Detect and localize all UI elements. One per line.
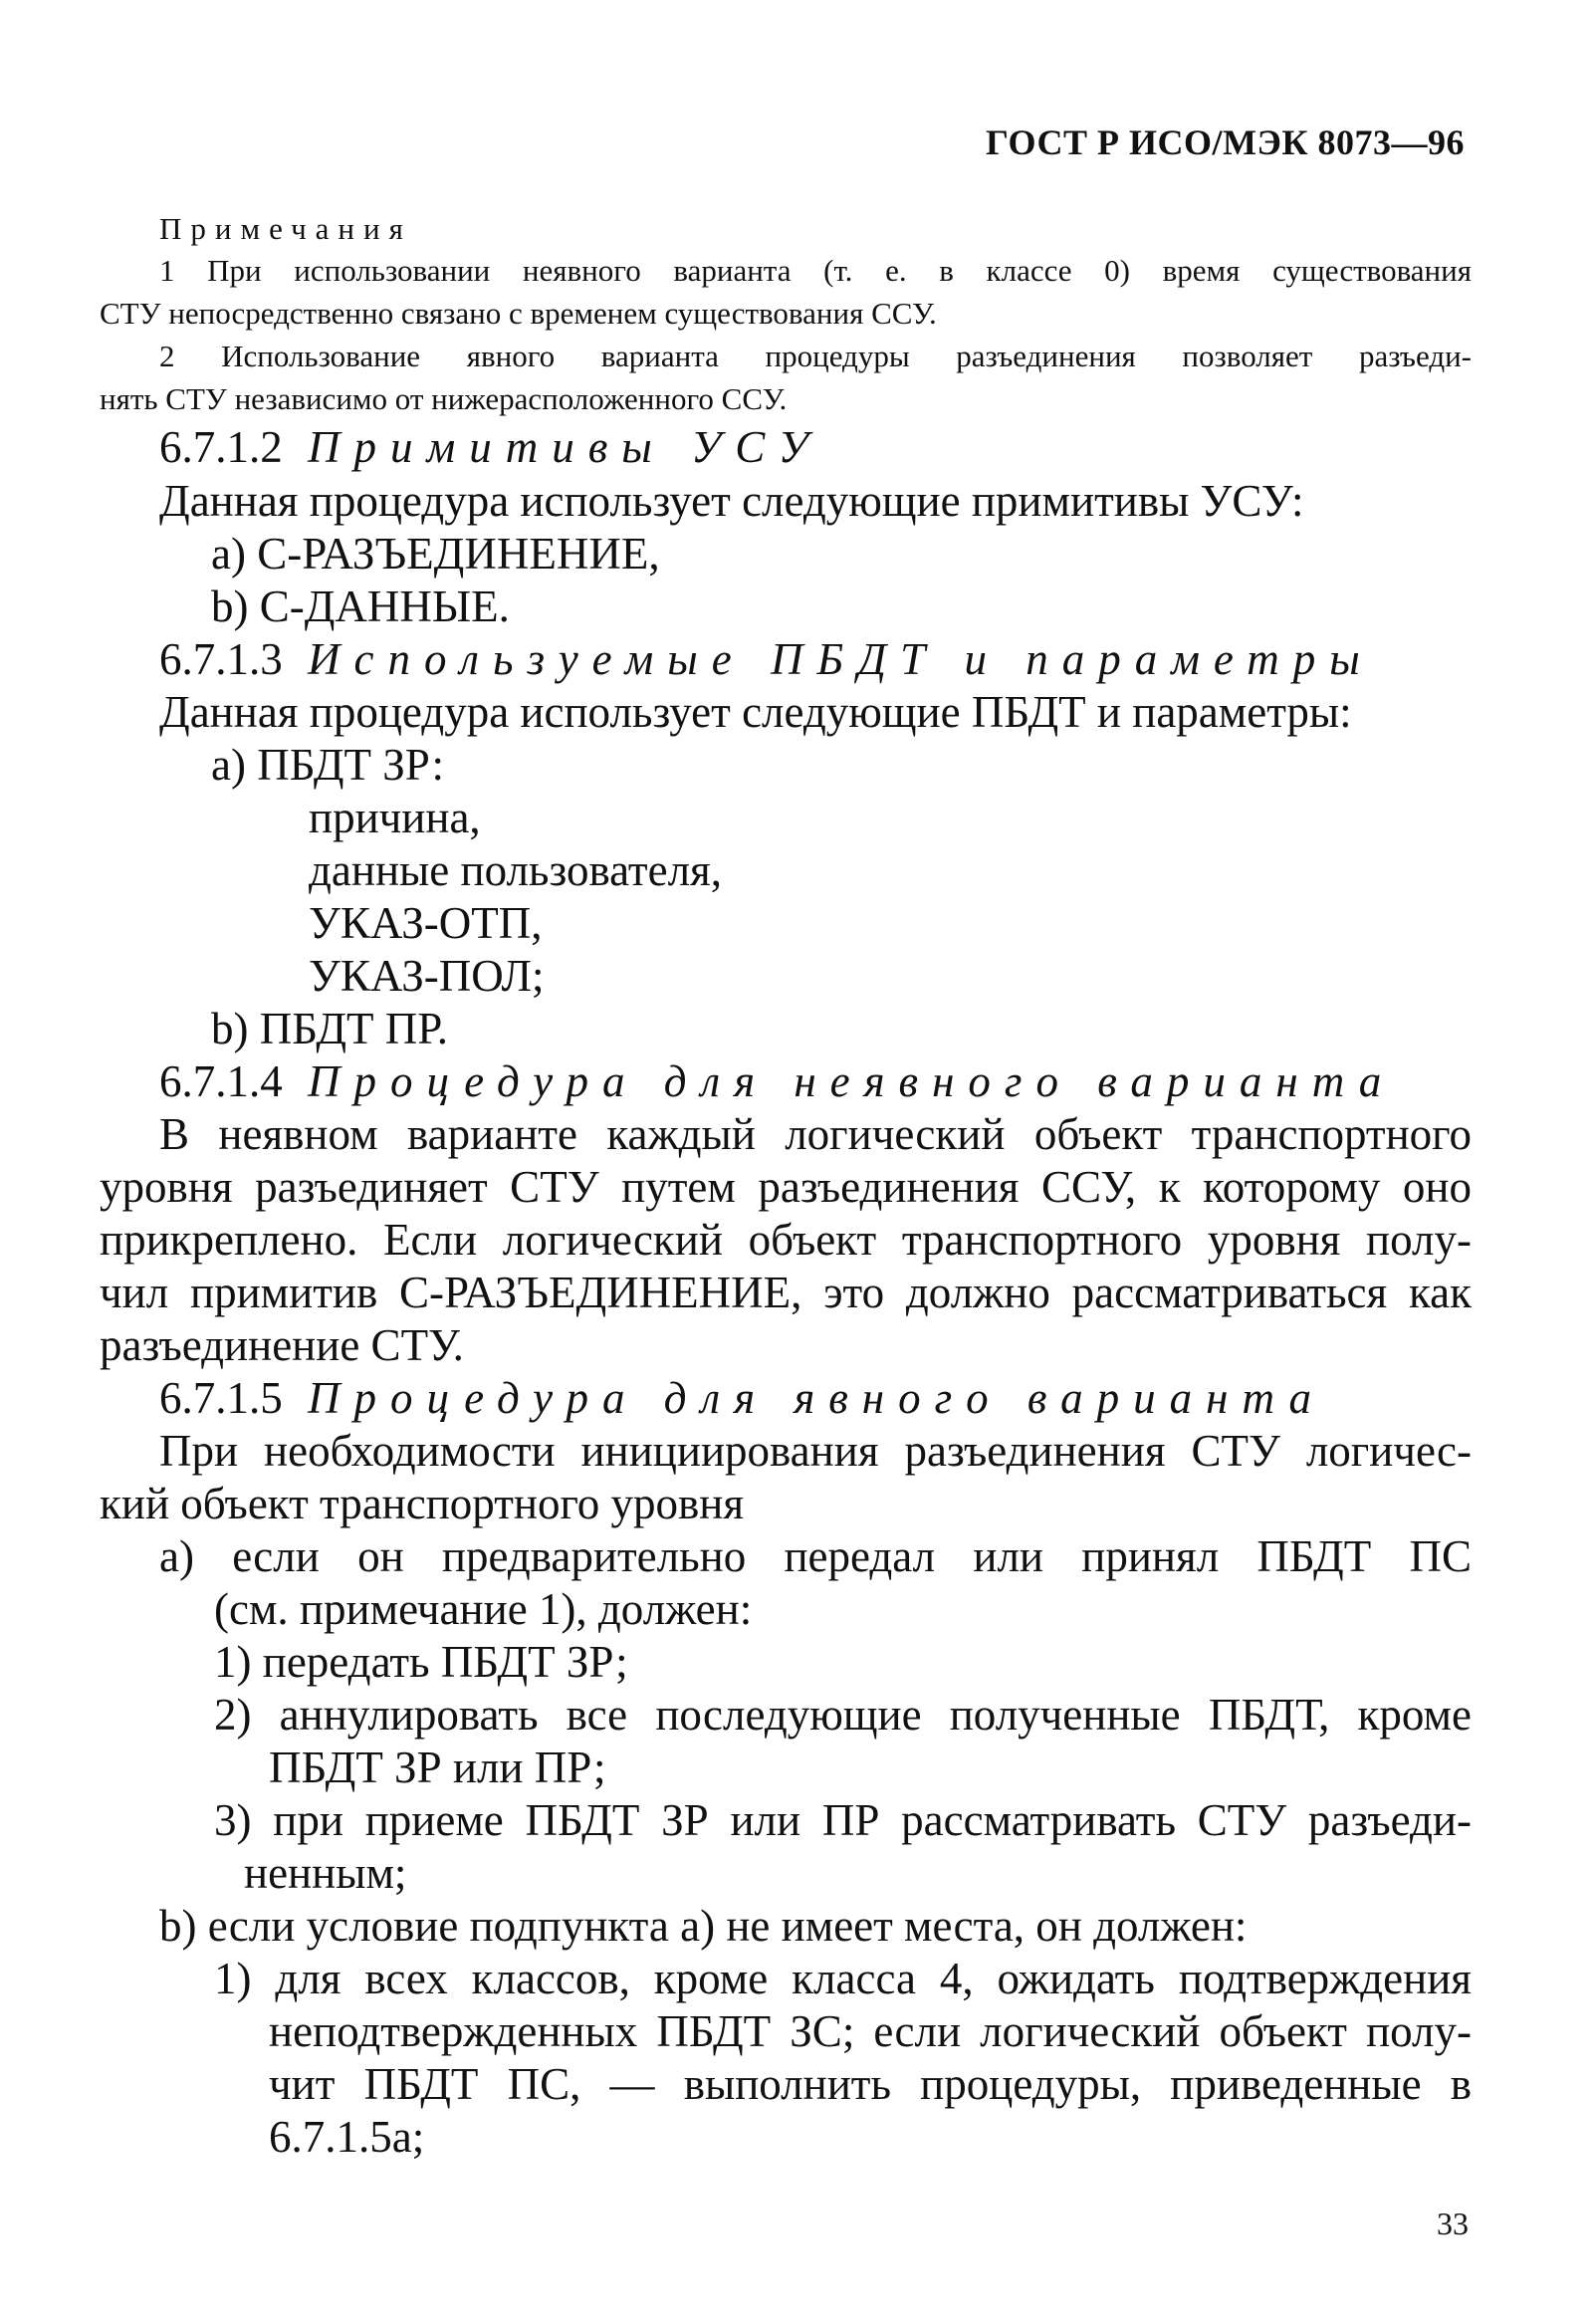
notes-title: Примечания — [159, 211, 412, 246]
section-number: 6.7.1.4 — [159, 1056, 283, 1106]
sub-list-item: 2) аннулировать все последующие полученные ПБДТ, кроме — [214, 1690, 1472, 1740]
section-title: Процедура для явного варианта — [308, 1373, 1326, 1423]
note-line: 1 При использовании неявного варианта (т. е. в классе 0) время существования — [159, 253, 1472, 288]
list-item: b) ПБДТ ПР. — [211, 1004, 448, 1053]
note-line: СТУ непосредственно связано с временем существования ССУ. — [100, 296, 937, 331]
sub-list-item-continuation: 6.7.1.5а; — [269, 2112, 425, 2162]
note-line: нять СТУ независимо от нижерасположенного ССУ. — [100, 381, 788, 416]
section-heading — [159, 1055, 1395, 1107]
sub-list-item-continuation: ПБДТ ЗР или ПР; — [269, 1743, 606, 1792]
sub-list-item: 1) для всех классов, кроме класса 4, ожидать подтверждения — [214, 1954, 1472, 2003]
paragraph-line: Данная процедура использует следующие ПБДТ и параметры: — [159, 687, 1352, 737]
page-number: 33 — [1437, 2206, 1469, 2241]
section-title: Процедура для неявного варианта — [308, 1056, 1396, 1106]
paragraph-line: прикреплено. Если логический объект транспортного уровня полу- — [100, 1215, 1472, 1265]
section-title: Примитивы УСУ — [308, 422, 822, 472]
list-item-continuation: (см. примечание 1), должен: — [214, 1584, 753, 1634]
paragraph-line: В неявном варианте каждый логический объект транспортного — [159, 1109, 1472, 1159]
paragraph-line: уровня разъединяет СТУ путем разъединения ССУ, к которому оно — [100, 1162, 1472, 1212]
sub-list-item-continuation: неподтвержденных ПБДТ ЗС; если логический объект полу- — [269, 2006, 1472, 2056]
list-item: а) если он предварительно передал или принял ПБДТ ПС — [159, 1531, 1472, 1581]
paragraph-line: Данная процедура использует следующие примитивы УСУ: — [159, 476, 1304, 526]
note-line: 2 Использование явного варианта процедуры разъединения позволяет разъеди- — [159, 339, 1472, 373]
sub-list-item: 3) при приеме ПБДТ ЗР или ПР рассматривать СТУ разъеди- — [214, 1795, 1472, 1845]
parameter-item: данные пользователя, — [309, 845, 722, 895]
parameter-item: причина, — [309, 793, 481, 842]
paragraph-line: разъединение СТУ. — [100, 1320, 464, 1370]
paragraph-line: При необходимости инициирования разъединения СТУ логичес- — [159, 1426, 1472, 1476]
section-heading — [159, 1372, 1325, 1424]
list-item: а) ПБДТ ЗР: — [211, 740, 445, 790]
sub-list-item-continuation: ненным; — [244, 1848, 407, 1898]
section-heading — [159, 633, 1374, 685]
section-number: 6.7.1.2 — [159, 422, 283, 472]
document-header: ГОСТ Р ИСО/МЭК 8073—96 — [986, 122, 1465, 162]
list-item: b) С-ДАННЫЕ. — [211, 581, 510, 631]
section-number: 6.7.1.5 — [159, 1373, 283, 1423]
section-heading — [159, 421, 822, 473]
sub-list-item-continuation: чит ПБДТ ПС, — выполнить процедуры, приведенные в — [269, 2059, 1472, 2109]
parameter-item: УКАЗ-ПОЛ; — [309, 951, 545, 1001]
sub-list-item: 1) передать ПБДТ ЗР; — [214, 1637, 628, 1687]
section-title: Используемые ПБДТ и параметры — [308, 634, 1374, 684]
list-item: b) если условие подпункта а) не имеет места, он должен: — [159, 1901, 1248, 1951]
list-item: а) С-РАЗЪЕДИНЕНИЕ, — [211, 529, 660, 579]
paragraph-line: чил примитив С-РАЗЪЕДИНЕНИЕ, это должно рассматриваться как — [100, 1268, 1472, 1317]
paragraph-line: кий объект транспортного уровня — [100, 1479, 745, 1528]
section-number: 6.7.1.3 — [159, 634, 283, 684]
parameter-item: УКАЗ-ОТП, — [309, 898, 543, 948]
